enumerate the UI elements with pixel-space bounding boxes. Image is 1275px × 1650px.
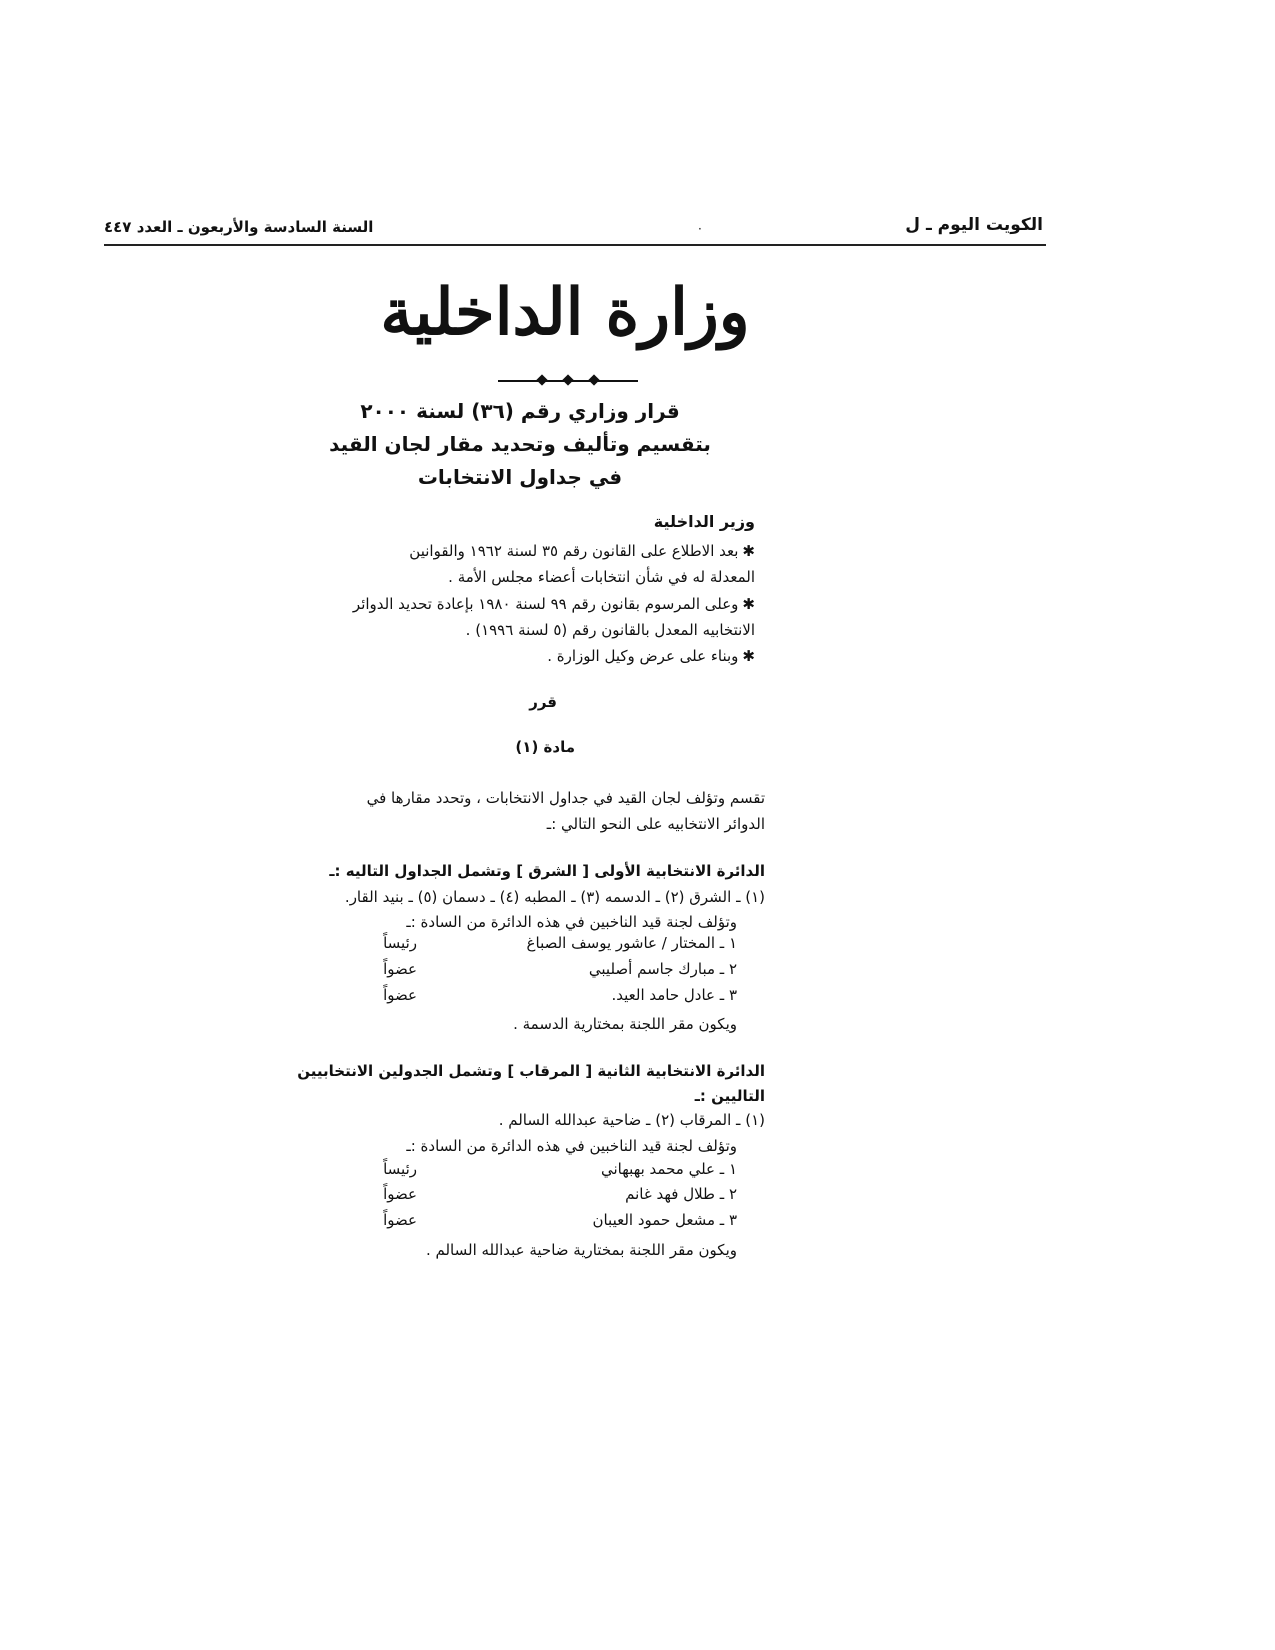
title-line: في جداول الانتخابات	[417, 465, 623, 489]
issue-info: السنة السادسة والأربعون ـ العدد ٤٤٧	[104, 218, 374, 236]
article-text-line: تقسم وتؤلف لجان القيد في جداول الانتخابات ، وتحدد مقارها في	[366, 789, 765, 807]
preamble-text: وبناء على عرض وكيل الوزارة .	[547, 647, 739, 665]
district-heading: الدائرة الانتخابية الأولى [ الشرق ] وتشمل الجداول التاليه :ـ	[329, 862, 765, 880]
article-label: مادة (١)	[515, 738, 575, 756]
decided-label: قرر	[529, 693, 557, 711]
member-role: عضواً	[383, 1211, 417, 1229]
preamble-line	[353, 591, 755, 618]
preamble-line	[409, 538, 755, 565]
preamble-line	[466, 617, 755, 644]
article-text-line: الدوائر الانتخابيه على النحو التالي :ـ	[546, 815, 765, 833]
district-heading: التاليين :ـ	[694, 1087, 765, 1105]
member-name: ٣ ـ مشعل حمود العيبان	[592, 1211, 737, 1229]
committee-seat: ويكون مقر اللجنة بمختارية ضاحية عبدالله السالم .	[425, 1241, 737, 1259]
issuer-title: وزير الداخلية	[653, 512, 755, 531]
preamble-text: وعلى المرسوم بقانون رقم ٩٩ لسنة ١٩٨٠ بإعادة تحديد الدوائر	[352, 595, 739, 613]
member-role: رئيساً	[383, 934, 417, 952]
district-tables: (١) ـ المرقاب (٢) ـ ضاحية عبدالله السالم .	[498, 1111, 765, 1129]
ornament-divider	[498, 375, 638, 387]
member-name: ١ ـ علي محمد بهبهاني	[601, 1160, 737, 1178]
title-line: بتقسيم وتأليف وتحديد مقار لجان القيد	[329, 432, 711, 456]
committee-seat: ويكون مقر اللجنة بمختارية الدسمة .	[513, 1015, 737, 1033]
header-rule	[104, 244, 1046, 246]
ornament-diamond	[562, 374, 573, 385]
district-tables: (١) ـ الشرق (٢) ـ الدسمه (٣) ـ المطبه (٤) ـ دسمان (٥) ـ بنيد القار.	[344, 888, 765, 906]
member-role: رئيساً	[383, 1160, 417, 1178]
header-dot: ·	[698, 222, 702, 236]
district-heading: الدائرة الانتخابية الثانية [ المرقاب ] وتشمل الجدولين الانتخابيين	[297, 1062, 765, 1080]
member-name: ٢ ـ مبارك جاسم أصليبي	[588, 960, 737, 978]
ministry-masthead: وزارة الداخلية	[380, 275, 750, 350]
decree-title	[310, 395, 730, 494]
member-name: ١ ـ المختار / عاشور يوسف الصباغ	[526, 934, 737, 952]
asterisk-icon: ✱	[742, 542, 755, 560]
title-line: قرار وزاري رقم (٣٦) لسنة ٢٠٠٠	[360, 399, 680, 423]
asterisk-icon: ✱	[742, 647, 755, 665]
committee-intro: وتؤلف لجنة قيد الناخبين في هذه الدائرة من السادة :ـ	[406, 913, 737, 931]
ornament-diamond	[588, 374, 599, 385]
committee-intro: وتؤلف لجنة قيد الناخبين في هذه الدائرة من السادة :ـ	[406, 1137, 737, 1155]
asterisk-icon: ✱	[742, 595, 755, 613]
ornament-diamond	[536, 374, 547, 385]
member-name: ٣ ـ عادل حامد العيد.	[611, 986, 737, 1004]
preamble-text: بعد الاطلاع على القانون رقم ٣٥ لسنة ١٩٦٢ والقوانين	[409, 542, 739, 560]
member-role: عضواً	[383, 960, 417, 978]
member-role: عضواً	[383, 1185, 417, 1203]
publication-name: الكويت اليوم ـ ل	[905, 215, 1043, 235]
preamble-text: المعدلة له في شأن انتخابات أعضاء مجلس الأمة .	[448, 568, 755, 586]
member-name: ٢ ـ طلال فهد غانم	[625, 1185, 737, 1203]
preamble-text: الانتخابيه المعدل بالقانون رقم (٥ لسنة ١٩٩٦) .	[465, 621, 755, 639]
preamble-line	[547, 643, 755, 670]
preamble-line	[448, 564, 755, 591]
member-role: عضواً	[383, 986, 417, 1004]
